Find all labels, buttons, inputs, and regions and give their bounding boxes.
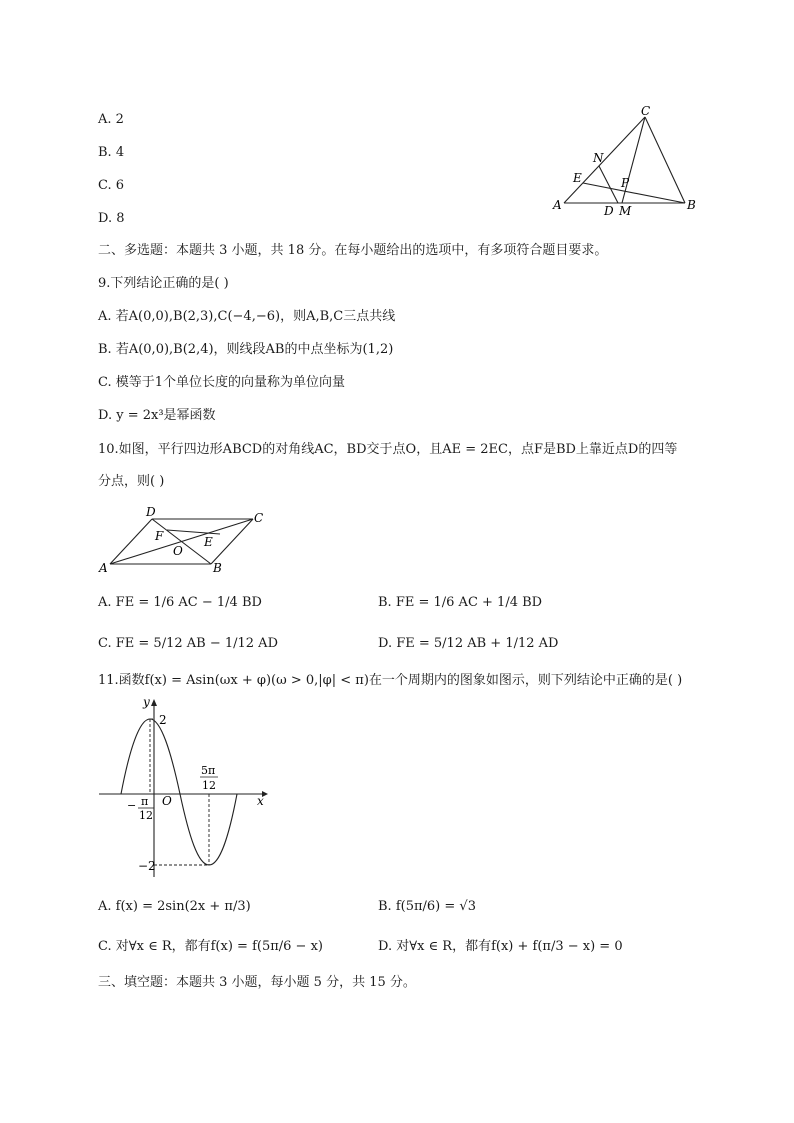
q9-option-a: A. 若A(0,0),B(2,3),C(−4,−6)，则A,B,C三点共线 — [98, 309, 396, 324]
q9-option-b: B. 若A(0,0),B(2,4)，则线段AB的中点坐标为(1,2) — [98, 342, 394, 357]
q10-stem-line2: 分点，则( ) — [98, 474, 165, 489]
section-2-heading: 二、多选题：本题共 3 小题，共 18 分。在每小题给出的选项中，有多项符合题目要求。 — [98, 243, 608, 258]
label-n: N — [593, 151, 604, 165]
q8-option-d: D. 8 — [98, 211, 125, 226]
q8-option-a: A. 2 — [98, 112, 124, 127]
q10-option-b: B. FE = 1/6 AC + 1/4 BD — [378, 595, 543, 610]
right-tick-numerator: 5π — [201, 764, 216, 777]
q10-option-c: C. FE = 5/12 AB − 1/12 AD — [98, 636, 278, 651]
label-d: D — [146, 505, 156, 519]
q8-triangle-figure — [548, 100, 708, 222]
q11-option-d: D. 对∀x ∈ R，都有f(x) + f(π/3 − x) = 0 — [378, 939, 623, 954]
left-tick-denominator: 12 — [139, 809, 153, 822]
x-axis-label: x — [257, 794, 264, 808]
q11-option-c: C. 对∀x ∈ R，都有f(x) = f(5π/6 − x) — [98, 939, 323, 954]
label-a: A — [99, 561, 108, 575]
max-label: 2 — [159, 713, 167, 727]
min-label: −2 — [138, 859, 156, 873]
label-d: D — [604, 204, 614, 218]
label-c: C — [641, 104, 651, 118]
q9-option-c: C. 模等于1个单位长度的向量称为单位向量 — [98, 375, 346, 390]
q8-option-b: B. 4 — [98, 145, 125, 160]
origin-label: O — [162, 794, 172, 808]
label-c: C — [254, 511, 264, 525]
label-e: E — [573, 171, 582, 185]
q9-stem: 9.下列结论正确的是( ) — [98, 276, 229, 291]
label-p: P — [621, 176, 630, 190]
section-3-heading: 三、填空题：本题共 3 小题，每小题 5 分，共 15 分。 — [98, 975, 416, 990]
label-o: O — [173, 544, 183, 558]
right-tick-denominator: 12 — [202, 779, 216, 792]
label-b: B — [213, 561, 222, 575]
q9-option-d: D. y = 2x³是幂函数 — [98, 408, 216, 423]
q10-stem-line1: 10.如图，平行四边形ABCD的对角线AC，BD交于点O，且AE = 2EC，点F是BD上靠近点D的四等 — [98, 442, 678, 457]
q10-parallelogram-figure — [96, 502, 276, 578]
q10-option-d: D. FE = 5/12 AB + 1/12 AD — [378, 636, 559, 651]
label-f: F — [155, 529, 164, 543]
label-b: B — [687, 198, 696, 212]
q11-option-a: A. f(x) = 2sin(2x + π/3) — [98, 899, 251, 914]
q11-option-b: B. f(5π/6) = √3 — [378, 899, 476, 914]
label-e: E — [204, 535, 213, 549]
left-tick-sign: − — [127, 799, 137, 812]
left-tick-numerator: π — [141, 795, 149, 808]
y-axis-label: y — [143, 695, 150, 709]
label-m: M — [619, 204, 632, 218]
q8-option-c: C. 6 — [98, 178, 125, 193]
q10-option-a: A. FE = 1/6 AC − 1/4 BD — [98, 595, 262, 610]
q11-sine-graph — [96, 692, 276, 882]
label-a: A — [553, 198, 562, 212]
q11-stem: 11.函数f(x) = Asin(ωx + φ)(ω > 0,|φ| < π)在一个周期内的图象如图示，则下列结论中正确的是( ) — [98, 673, 683, 688]
